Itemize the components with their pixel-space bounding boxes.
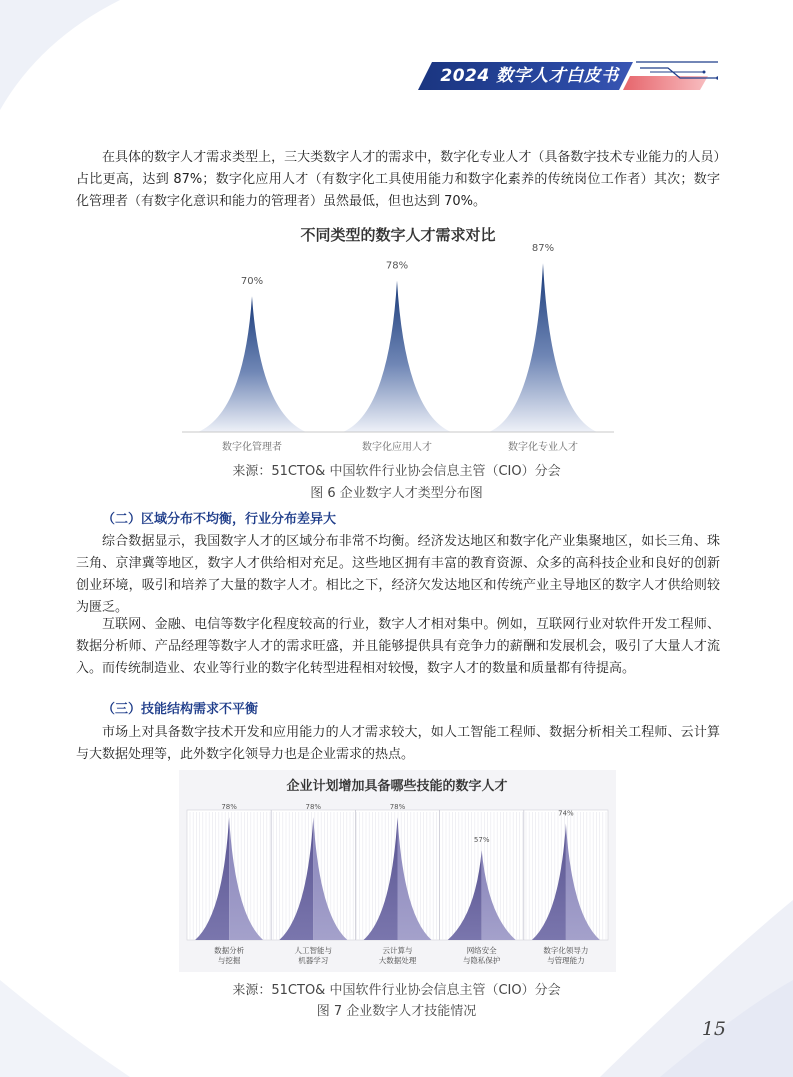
- paragraph-regional: 综合数据显示，我国数字人才的区域分布非常不均衡。经济发达地区和数字化产业集聚地区，如长三角、珠三角、京津冀等地区，数字人才供给相对充足。这些地区拥有丰富的教育资源、众多的高科技企业和良好的创新创业环境，吸引和培养了大量的数字人才。相比之下，经济欠发达地区和传统产业主导地区的数字人才供给则较为匮乏。: [76, 534, 720, 615]
- category-label: 与管理能力: [547, 956, 585, 965]
- category-label: 云计算与: [382, 946, 413, 955]
- header-title: 2024 数字人才白皮书: [440, 66, 619, 86]
- data-label: 78%: [385, 260, 409, 272]
- chart-skills-panel: [179, 770, 616, 972]
- category-label: 机器学习: [298, 956, 329, 965]
- chart-title: 不同类型的数字人才需求对比: [300, 226, 496, 244]
- data-label: 78%: [389, 803, 406, 812]
- figure7-source: 来源：51CTO& 中国软件行业协会信息主管（CIO）分会: [232, 983, 561, 998]
- category-label: 与隐私保护: [462, 956, 501, 965]
- figure7-caption: 图 7 企业数字人才技能情况: [316, 1004, 477, 1019]
- page-number: 15: [701, 1018, 726, 1040]
- bar-数字化管理者: [198, 296, 306, 432]
- section-heading-regional: （二）区域分布不均衡，行业分布差异大: [102, 512, 337, 527]
- category-label: 大数据处理: [378, 956, 417, 965]
- category-label: 网络安全: [466, 946, 497, 955]
- data-label: 78%: [221, 803, 237, 812]
- category-label: 数字化专业人才: [508, 442, 578, 453]
- category-label: 数字化应用人才: [362, 442, 432, 453]
- figure6-source: 来源：51CTO& 中国软件行业协会信息主管（CIO）分会: [232, 464, 561, 479]
- data-label: 78%: [305, 803, 322, 812]
- chart-title: 企业计划增加具备哪些技能的数字人才: [286, 779, 508, 794]
- category-label: 与挖掘: [217, 956, 241, 965]
- chart-skills-demand: [179, 770, 616, 972]
- bar-数字化专业人才: [489, 263, 597, 432]
- chart-talent-type-demand: [178, 218, 618, 458]
- bar-数字化应用人才: [343, 281, 451, 432]
- data-label: 70%: [240, 276, 264, 288]
- data-label: 74%: [558, 809, 574, 818]
- category-label: 人工智能与: [294, 946, 333, 955]
- category-label: 数字化领导力: [543, 946, 589, 955]
- data-label: 57%: [473, 836, 490, 845]
- paragraph-talent-types: 在具体的数字人才需求类型上，三大类数字人才的需求中，数字化专业人才（具备数字技术专业能力的人员）占比更高，达到 87%；数字化应用人才（有数字化工具使用能力和数字化素养的传统岗位工作者）其次；数字化管理者（有数字化意识和能力的管理者）虽然最低，但也达到 70%。: [76, 150, 720, 209]
- category-label: 数据分析: [214, 946, 245, 955]
- section-heading-skills: （三）技能结构需求不平衡: [102, 702, 259, 717]
- figure6-caption: 图 6 企业数字人才类型分布图: [310, 486, 483, 501]
- paragraph-industry: 互联网、金融、电信等数字化程度较高的行业，数字人才相对集中。例如，互联网行业对软件开发工程师、数据分析师、产品经理等数字人才的需求旺盛，并且能够提供具有竞争力的薪酬和发展机会，吸引了大量人才流入。而传统制造业、农业等行业的数字化转型进程相对较慢，数字人才的数量和质量都有待提高。: [76, 617, 720, 676]
- category-label: 数字化管理者: [222, 442, 282, 453]
- data-label: 87%: [531, 243, 555, 255]
- paragraph-skills: 市场上对具备数字技术开发和应用能力的人才需求较大，如人工智能工程师、数据分析相关工程师、云计算与大数据处理等，此外数字化领导力也是企业需求的热点。: [76, 725, 720, 762]
